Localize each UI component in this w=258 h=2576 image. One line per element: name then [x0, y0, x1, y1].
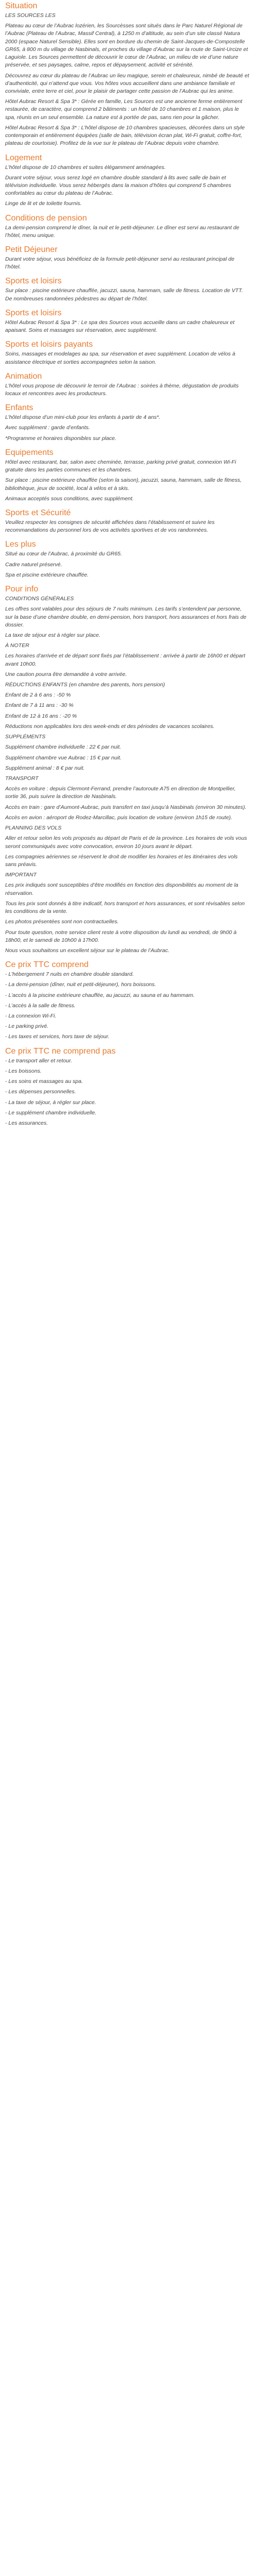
section-paragraph: Situé au cœur de l’Aubrac, à proximité du GR65. — [5, 551, 122, 557]
section-paragraph: Nous vous souhaitons un excellent séjour sur le plateau de l’Aubrac. — [5, 947, 170, 954]
section-paragraph: Hôtel Aubrac Resort & Spa 3* : L’hôtel dispose de 10 chambres spacieuses, décorées dans un style contemporain et entièrement équipées (salle de bain, télévision écran plat, Wi-Fi gratuit, coffre-fort, plateau de courtoisie). Profitez de la vue sur le plateau de l’Aubrac depuis votre chambre. — [5, 124, 245, 147]
section-paragraph: Sur place : piscine extérieure chauffée, jacuzzi, sauna, hammam, salle de fitness. Location de VTT. De nombreuses randonnées pédestres au départ de l’hôtel. — [5, 287, 243, 302]
section-title: Enfants — [5, 403, 34, 413]
section-paragraph: Les offres sont valables pour des séjours de 7 nuits minimum. Les tarifs s’entendent par personne, sur la base d’une chambre double, en demi-pension, hors transport, hors assurances et hors frais de dossier. — [5, 606, 247, 628]
section-title: Les plus — [5, 540, 36, 549]
section-title: Sports et loisirs payants — [5, 340, 93, 349]
section-paragraph: SUPPLÉMENTS — [5, 734, 46, 740]
section-title: Pour info — [5, 585, 39, 594]
section-title: Equipements — [5, 448, 54, 457]
section-title: Sports et loisirs — [5, 308, 62, 317]
section-paragraph: Durant votre séjour, vous serez logé en chambre double standard à lits avec salle de bain et télévision individuelle. Vous serez hébergés dans la maison d’hôtes qui comprend 5 chambres confortables au cœur du plateau de l’Aubrac. — [5, 174, 231, 197]
section-paragraph: La demi-pension comprend le dîner, la nuit et le petit-déjeuner. Le dîner est servi au restaurant de l’hôtel, menu unique. — [5, 224, 239, 239]
section-paragraph: Enfant de 2 à 6 ans : -50 % — [5, 692, 71, 699]
section-title: Petit Déjeuner — [5, 245, 58, 255]
section-paragraph: Veuillez respecter les consignes de sécurité affichées dans l’établissement et suivre les recommandations du personnel lors de vos activités sportives et de vos randonnées. — [5, 519, 215, 534]
section-paragraph: Une caution pourra être demandée à votre arrivée. — [5, 671, 127, 677]
section-paragraph: Les horaires d’arrivée et de départ sont fixés par l’établissement : arrivée à partir de 16h00 et départ avant 10h00. — [5, 653, 246, 667]
section-paragraph: Accès en avion : aéroport de Rodez-Marcillac, puis location de voiture (environ 1h15 de route). — [5, 814, 233, 821]
section-paragraph: L’hôtel vous propose de découvrir le terroir de l’Aubrac : soirées à thème, dégustation de produits locaux et rencontres avec les producteurs. — [5, 382, 239, 397]
section-paragraph: La taxe de séjour est à régler sur place. — [5, 632, 101, 638]
section-paragraph: - Les soins et massages au spa. — [5, 1078, 83, 1085]
section-title: Situation — [5, 2, 38, 10]
page-content — [0, 0, 258, 1127]
section-paragraph: Pour toute question, notre service client reste à votre disposition du lundi au vendredi, de 9h00 à 18h00, et le samedi de 10h00 à 17h00. — [5, 929, 237, 943]
section-paragraph: L’hôtel dispose d’un mini-club pour les enfants à partir de 4 ans*. — [5, 414, 160, 421]
section-paragraph: Les prix indiqués sont susceptibles d’être modifiés en fonction des disponibilités au moment de la réservation. — [5, 882, 238, 896]
section-title: Ce prix TTC comprend — [5, 960, 89, 970]
section-paragraph: Supplément chambre vue Aubrac : 15 € par nuit. — [5, 754, 122, 761]
section-paragraph: CONDITIONS GÉNÉRALES — [5, 596, 74, 602]
section-paragraph: - L’accès à la salle de fitness. — [5, 1002, 76, 1009]
section-paragraph: L’hôtel dispose de 10 chambres et suites élégamment aménagées. — [5, 164, 166, 171]
section-title: Logement — [5, 153, 42, 162]
section-paragraph: Durant votre séjour, vous bénéficiez de la formule petit-déjeuner servi au restaurant principal de l’hôtel. — [5, 256, 235, 270]
section-paragraph: Réductions non applicables lors des week-ends et des périodes de vacances scolaires. — [5, 723, 215, 730]
section-title: Sports et Sécurité — [5, 508, 71, 517]
section-paragraph: - Les dépenses personnelles. — [5, 1089, 76, 1095]
section-paragraph: - Les boissons. — [5, 1067, 42, 1074]
section-paragraph: Animaux acceptés sous conditions, avec supplément. — [5, 495, 134, 502]
section-paragraph: IMPORTANT — [5, 872, 37, 878]
section-paragraph: Hôtel Aubrac Resort & Spa 3* : Gérée en famille, Les Sources est une ancienne ferme entièrement restaurée, de caractère, qui comprend 2 bâtiments : un hôtel de 10 chambres et 1 maison, plus le spa, réunis en un seul ensemble. La nature est à portée de pas, sans rien pour la gâcher. — [5, 98, 243, 121]
section-paragraph: Sur place : piscine extérieure chauffée (selon la saison), jacuzzi, sauna, hammam, salle de fitness, bibliothèque, jeux de société, local à vélos et à skis. — [5, 477, 242, 492]
section-title: Animation — [5, 371, 42, 381]
section-paragraph: À NOTER — [5, 642, 29, 649]
section-paragraph: - La demi-pension (dîner, nuit et petit-déjeuner), hors boissons. — [5, 981, 156, 988]
section-paragraph: Avec supplément : garde d’enfants. — [5, 425, 90, 431]
section-paragraph: TRANSPORT — [5, 775, 39, 782]
section-paragraph: Hôtel Aubrac Resort & Spa 3* : Le spa des Sources vous accueille dans un cadre chaleureux et apaisant. Soins et massages sur réservation, avec supplément. — [5, 319, 235, 334]
section-paragraph: Enfant de 7 à 11 ans : -30 % — [5, 702, 74, 709]
section-title: Sports et loisirs — [5, 277, 62, 286]
section-paragraph: Découvrez au cœur du plateau de l’Aubrac un lieu magique, serein et chaleureux, nimbé de beauté et d’authenticité, qui n’attend que vous. Vos hôtes vous accueillent dans une ambiance familiale et conviviale, entre terre et ciel, pour le plaisir de partager cette passion de l’Aubrac qui les anime. — [5, 72, 249, 94]
section-paragraph: - L’accès à la piscine extérieure chauffée, au jacuzzi, au sauna et au hammam. — [5, 992, 195, 998]
section-paragraph: - Le parking privé. — [5, 1023, 49, 1030]
section-paragraph: - Le supplément chambre individuelle. — [5, 1109, 96, 1116]
section-paragraph: Supplément animal : 8 € par nuit. — [5, 765, 85, 771]
section-paragraph: - La taxe de séjour, à régler sur place. — [5, 1099, 96, 1106]
section-paragraph: Accès en train : gare d’Aumont-Aubrac, puis transfert en taxi jusqu’à Nasbinals (environ 30 minutes). — [5, 804, 247, 810]
section-paragraph: - Le transport aller et retour. — [5, 1057, 72, 1064]
section-paragraph: - Les assurances. — [5, 1120, 48, 1126]
section-paragraph: Hôtel avec restaurant, bar, salon avec cheminée, terrasse, parking privé gratuit, connexion Wi-Fi gratuite dans les parties communes et les chambres. — [5, 459, 236, 473]
section-paragraph: Tous les prix sont donnés à titre indicatif, hors transport et hors assurances, et sont révisables selon les conditions de la vente. — [5, 900, 245, 915]
section-paragraph: - L’hébergement 7 nuits en chambre double standard. — [5, 971, 134, 978]
section-paragraph: Enfant de 12 à 16 ans : -20 % — [5, 713, 77, 719]
section-paragraph: PLANNING DES VOLS — [5, 825, 62, 832]
section-paragraph: Plateau au cœur de l’Aubrac lozérien, les Sourcèsses sont situés dans le Parc Naturel Régional de l’Aubrac (Plateau de l’Aubrac, Massif Central), à 1250 m d’altitude, au sein d’un site classé Natura 2000 (espace Naturel Sensible). Elles sont en bordure du chemin de Saint-Jacques-de-Compostelle GR65, à 800 m du village de Nasbinals, et proches du village d’Aubrac sur la route de Saint-Urcize et Laguiole. Les Sources permettent de découvrir le cœur de l’Aubrac, un milieu de vie d’une nature préservée, et ses paysages, calme, repos et dépaysement, activité et sérénité. — [5, 23, 248, 69]
section-paragraph: Soins, massages et modelages au spa, sur réservation et avec supplément. Location de vélos à assistance électrique et sorties accompagnées selon la saison. — [5, 351, 235, 365]
section-paragraph: Les photos présentées sont non contractuelles. — [5, 919, 119, 925]
section-paragraph: - Les taxes et services, hors taxe de séjour. — [5, 1033, 110, 1040]
section-title: Conditions de pension — [5, 213, 87, 223]
section-title: Ce prix TTC ne comprend pas — [5, 1046, 116, 1056]
section-paragraph: *Programme et horaires disponibles sur place. — [5, 435, 117, 442]
section-paragraph: Supplément chambre individuelle : 22 € par nuit. — [5, 744, 121, 751]
section-paragraph: Les compagnies aériennes se réservent le droit de modifier les horaires et les itinéraires des vols sans préavis. — [5, 853, 238, 868]
section-paragraph: - La connexion Wi-Fi. — [5, 1013, 57, 1020]
section-paragraph: Spa et piscine extérieure chauffée. — [5, 571, 89, 578]
section-paragraph: Accès en voiture : depuis Clermont-Ferrand, prendre l’autoroute A75 en direction de Montpellier, sortie 36, puis suivre la direction de Nasbinals. — [5, 786, 236, 800]
section-paragraph: LES SOURCES LES — [5, 12, 56, 19]
section-paragraph: RÉDUCTIONS ENFANTS (en chambre des parents, hors pension) — [5, 682, 165, 688]
section-paragraph: Cadre naturel préservé. — [5, 561, 62, 568]
section-paragraph: Linge de lit et de toilette fournis. — [5, 200, 82, 207]
section-paragraph: Aller et retour selon les vols proposés au départ de Paris et de la province. Les horaires de vols vous seront communiqués avec votre convocation, environ 10 jours avant le départ. — [5, 835, 247, 850]
